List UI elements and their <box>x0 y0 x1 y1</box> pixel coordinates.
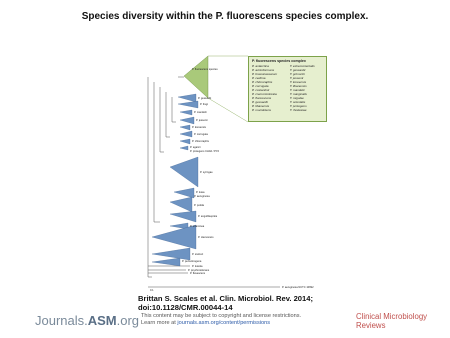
tree-label: P. lutea <box>196 191 205 194</box>
tree-label: P. koreensis <box>192 126 206 129</box>
inset-item: P. mucidolens <box>252 109 272 112</box>
inset-item: P. gessardii <box>289 69 306 72</box>
tree-label: P. protegens CHA0 / Pf-5 <box>190 150 219 153</box>
tree-label: P. straminea <box>190 225 205 228</box>
inset-item: P. migulae <box>289 97 304 100</box>
tree-label: P. chlororaphis <box>192 140 209 143</box>
inset-item: P. jessenii <box>289 77 304 80</box>
inset-item: P. costantinii <box>252 89 270 92</box>
logo-left-prefix: Journals. <box>35 313 88 328</box>
tree-label: P. flavescens <box>190 272 206 275</box>
journal-logo <box>356 312 427 330</box>
footer <box>0 306 450 338</box>
inset-item: P. grimontii <box>289 73 305 76</box>
inset-list <box>252 65 323 112</box>
tree-label: P. syringae <box>200 171 213 174</box>
tree-label: P. corrugata <box>194 133 208 136</box>
inset-item: P. cremoricolorata <box>252 93 277 96</box>
tree-label: P. aeruginosa <box>194 195 210 198</box>
logo-right-line1: Clinical Microbiology <box>356 312 428 321</box>
tree-label: P. agarici <box>190 146 201 149</box>
notice-line2-prefix: Learn more at <box>141 320 178 326</box>
inset-title: P. fluorescens species complex <box>252 59 306 63</box>
tree-label: P. gessardii <box>198 97 212 100</box>
citation-line2: doi:10.1128/CMR.00044-14 <box>138 303 233 312</box>
inset-item: P. orientalis <box>289 101 306 104</box>
journals-asm-logo[interactable] <box>35 313 139 328</box>
inset-item: P. cedrina <box>252 77 266 80</box>
tree-label-top: P. fluorescens species <box>192 68 218 71</box>
notice-line2 <box>141 320 301 327</box>
tree-label: P. fragi <box>200 103 208 106</box>
logo-left-suffix: .org <box>116 313 140 328</box>
species-complex-inset <box>248 56 327 122</box>
clade-triangles <box>152 94 198 266</box>
tree-label: P. jessenii <box>196 119 208 122</box>
logo-right-line2: Reviews <box>356 321 386 330</box>
tree-label: P. psychrotolerans <box>188 269 210 272</box>
fluorescens-clade <box>184 56 208 98</box>
permissions-link[interactable]: journals.asm.org/content/permissions <box>177 320 271 326</box>
inset-item: P. chlororaphis <box>252 81 273 84</box>
inset-item: P. gessardii <box>252 101 268 104</box>
logo-left-brand: ASM <box>87 313 117 328</box>
tree-label: P. mandelii <box>194 111 207 114</box>
tree-label: P. luteola <box>192 265 203 268</box>
inset-item: P. libanensis <box>289 85 307 88</box>
inset-item: P. antarctica <box>252 65 269 68</box>
tree-label: P. aeruginosa NCTC 10692 <box>282 286 314 289</box>
citation-line1: Brittan S. Scales et al. Clin. Microbiol. Rev. 2014; <box>138 294 313 303</box>
tree-label: P. oleovorans <box>198 236 214 239</box>
slide-title: Species diversity within the P. fluorescens species complex. <box>81 11 369 22</box>
tree-label: P. pertucinogena <box>182 260 202 263</box>
inset-item: P. marginalis <box>289 93 307 96</box>
inset-item: P. protegens <box>289 105 307 108</box>
inset-item: P. mandelii <box>289 89 305 92</box>
tree-label: P. stutzeri <box>192 253 204 256</box>
tree-label: P. anguilliseptica <box>198 215 218 218</box>
inset-item: P. libanensis <box>252 105 270 108</box>
inset-item: P. rhodesiae <box>289 109 307 112</box>
inset-item: P. extremorientalis <box>289 65 315 68</box>
scale-label: 0.1 <box>150 289 154 292</box>
inset-item: P. corrugata <box>252 85 269 88</box>
inset-item: P. brassicacearum <box>252 73 278 76</box>
inset-item: P. fluorescens <box>252 97 272 100</box>
inset-item: P. koreensis <box>289 81 307 84</box>
notice-line1: This content may be subject to copyright and license restrictions. <box>141 313 302 319</box>
copyright-notice <box>141 313 301 327</box>
tree-label: P. putida <box>194 204 204 207</box>
inset-item: P. azotoformans <box>252 69 275 72</box>
